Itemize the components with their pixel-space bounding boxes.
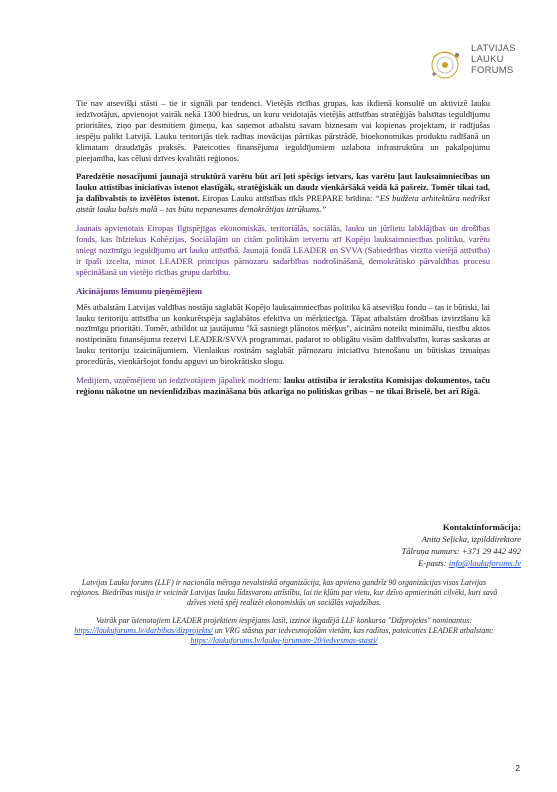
page-number: 2 bbox=[515, 763, 520, 773]
contact-phone: Tālruņa numurs: +371 29 442 492 bbox=[401, 546, 521, 556]
contact-block bbox=[402, 521, 522, 569]
paragraph-new-fund: Jaunais apvienotais Eiropas Ilgtspējīgas ekonomiskās, teritoriālās, sociālās, lauku un jūrlietu labklājības un drošības fonds, kas līdztekus Kohēzijas, Sociālajām un citām politikām ietvertu arī Kopējo lauksaimniecības politiku, varētu sniegt nozīmīgu ieguldījumu arī lauku attīstībā. Jaunajā fondā LEADER un SVVA (Sabiedrības virzīta vietējā attīstība) ir īpaši izcelta, minot LEADER principus pārnozaru sadarbības nodrošināšanā, demokrātisko pārvaldības procesu spēcināšanā un vietējo rīcības grupu darbību. bbox=[76, 223, 490, 277]
contact-name: Anita Seļicka, izpilddirektore bbox=[421, 534, 521, 544]
paragraph-media bbox=[76, 375, 490, 397]
inspiration-stories-link[interactable]: https://laukuforums.lv/lauku-forumam-20/iedvesmas-stasti/ bbox=[190, 636, 378, 645]
dizprojekts-link[interactable]: https://laukuforums.lv/darbibas/dizprojekts/ bbox=[74, 626, 213, 635]
paragraph-structure-bold: Paredzētie nosacījumi jaunajā struktūrā varētu būt arī ļoti spēcīgs ietvars, kas varētu ļaut lauksaimniecības un lauku attīstības iniciatīvas īstenot elastīgāk, stratēģiskāk un daudz vienkāršākā veidā kā pašreiz. Tomēr tikai tad, ja dalībvalstis to izvēlētos īstenot. bbox=[76, 171, 490, 204]
organization-logo bbox=[427, 43, 537, 87]
logo-emblem-icon bbox=[427, 43, 467, 87]
logo-line-3: FORUMS bbox=[471, 65, 514, 76]
footer bbox=[70, 578, 498, 654]
paragraph-call: Mēs atbalstām Latvijas valdības nostāju saglabāt Kopējo lauksaimniecības politiku kā atsevišķu fondu – tas ir būtiski, lai lauku teritoriju attīstība un konkurētspēja saglabātos efektīva un mērķtiecīga. Tāpat atbalstām drošības izvirzīšanu kā nozīmīgu prioritāti. Tomēr, atbildot uz jautājumu "kā sasniegt plānotos mērķus", aicinām noteikt minimālu, tiesību aktos nostiprinātu finansējuma rezervi LEADER/SVVA programmai, padarot to obligātu visām dalībvalstīm, kuras saskaras ar lauku teritoriju izaicinājumiem. Vienlaikus rosinām saglabāt pārnozaru iniciatīvu īstenošanu un būtiskas izmaiņas procedūrās, vienkāršojot fondu apguvi un birokrātisko slogu. bbox=[76, 301, 490, 367]
paragraph-structure-text: Eiropas Lauku attīstības tīkls PREPARE brīdina: bbox=[199, 193, 376, 204]
main-content bbox=[76, 98, 490, 405]
contact-title: Kontaktinformācija: bbox=[442, 522, 521, 532]
contact-email-line bbox=[402, 557, 522, 569]
paragraph-structure-quote: “ES budžeta arhitektūra nedrīkst atstāt lauku balsis malā – tas būtu nepanesams demokrātijas iztrūkums.” bbox=[76, 193, 490, 215]
footer-about: Latvijas Lauku forums (LLF) ir nacionāla mēroga nevalstiskā organizācija, kas apvieno gandrīz 90 organizācijas visos Latvijas reģionos. Biedrības misija ir veicināt Latvijas lauku līdzsvarotu attīstību, lai tie kļūtu par vietu, kur dzīvo apmierināti cilvēki, kuri savā dzīves vietā spēj realizēt ekonomiskās un sociālās vajadzības. bbox=[70, 578, 498, 607]
logo-line-1: LATVIJAS bbox=[471, 43, 516, 54]
contact-email-label: E-pasts: bbox=[418, 558, 449, 568]
footer-links-text-1: Vairāk par īstenotajiem LEADER projektiem iespējams lasīt, izzinot ikgadējā LLF konkursa "Dižprojekts" nominantus: bbox=[96, 616, 472, 625]
paragraph-media-lead: Medijiem, uzņēmējiem un iedzīvotājiem jāpaliek modriem: bbox=[76, 375, 284, 386]
footer-links-text-2: un VRG stāstus par iedvesmojošām vietām, kas radītas, pateicoties LEADER atbalstam: bbox=[212, 626, 494, 635]
footer-links bbox=[70, 616, 498, 646]
paragraph-media-bold: lauku attīstība ir ierakstīta Komisijas dokumentos, taču reģionu nākotne un nevienlīdzības mazināšana būs atkarīga no politiskas gribas – ne tikai Briselē, bet arī Rīgā. bbox=[76, 375, 490, 396]
paragraph-signals: Tie nav atsevišķi stāsti – tie ir signāli par tendenci. Vietējās rīcības grupas, kas ikdienā konsultē un aktivizē lauku iedzīvotājus, apvienojot vairāk nekā 1300 biedrus, un kuru veidotajās vietējās attīstības stratēģijās balstītas ieguldījumu prioritātes, ziņo par desmitiem ģimeņu, kas saņemot atbalstu savam biznesam vai kopienas projektam, ir radījušas iespēju palikt Latvijā. Lauku teritorijās tiek radītas inovācijas pārtikas pārstrādē, bioekonomikas produktu radīšanā un klimatam draudzīgās praksēs. Pateicoties finansējuma ieguldījumiem uzlabota infrastruktūra un pakalpojumu pieejamība, kas cēlusi dzīves kvalitāti reģionos. bbox=[76, 98, 490, 163]
logo-line-2: LAUKU bbox=[471, 54, 504, 65]
paragraph-structure bbox=[76, 171, 490, 215]
contact-email-link[interactable]: info@laukuforums.lv bbox=[448, 558, 521, 568]
section-heading: Aicinājums lēmumu pieņēmējiem bbox=[76, 285, 203, 296]
